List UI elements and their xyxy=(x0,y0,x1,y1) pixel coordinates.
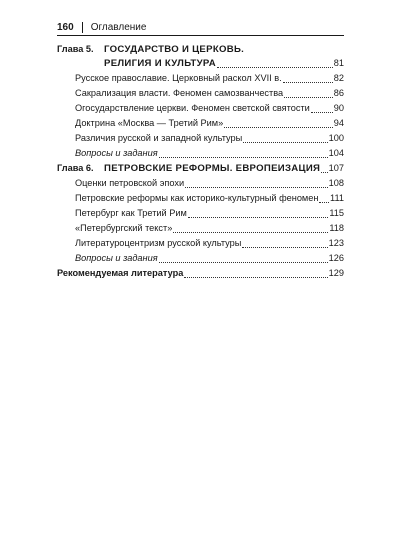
page-ref: 123 xyxy=(328,238,344,248)
header-separator xyxy=(82,22,83,33)
leader-dots xyxy=(319,201,329,203)
running-head xyxy=(57,20,146,34)
toc-item-title: Сакрализация власти. Феномен самозванчества xyxy=(75,88,284,98)
references-entry[interactable] xyxy=(57,266,344,281)
toc-item-title: Вопросы и задания xyxy=(75,253,158,263)
page-ref: 86 xyxy=(333,88,344,98)
toc-item[interactable] xyxy=(75,206,344,221)
toc-item[interactable] xyxy=(75,86,344,101)
page-ref: 104 xyxy=(328,148,344,158)
chapter-label: Глава 6. xyxy=(57,163,94,173)
toc-item[interactable] xyxy=(75,131,344,146)
page-ref: 90 xyxy=(333,103,344,113)
chapter-title-line: ПЕТРОВСКИЕ РЕФОРМЫ. ЕВРОПЕИЗАЦИЯ xyxy=(104,163,321,174)
leader-dots xyxy=(173,231,328,233)
chapter-title-line: ГОСУДАРСТВО И ЦЕРКОВЬ. xyxy=(104,44,245,55)
page-ref: 107 xyxy=(328,163,344,173)
leader-dots xyxy=(321,171,327,173)
toc-item-title: «Петербургский текст» xyxy=(75,223,173,233)
chapter-5-entry[interactable] xyxy=(57,42,344,71)
toc-item[interactable] xyxy=(75,101,344,116)
page-ref: 129 xyxy=(328,268,344,278)
page-number: 160 xyxy=(57,21,74,33)
table-of-contents xyxy=(57,42,344,281)
leader-dots xyxy=(217,66,333,68)
toc-item[interactable] xyxy=(75,71,344,86)
toc-item[interactable] xyxy=(75,236,344,251)
leader-dots xyxy=(185,186,328,188)
toc-item-title: Доктрина «Москва — Третий Рим» xyxy=(75,118,224,128)
toc-item-title: Литературоцентризм русской культуры xyxy=(75,238,242,248)
toc-item-title: Вопросы и задания xyxy=(75,148,158,158)
page-ref: 118 xyxy=(329,223,344,233)
section-title: Оглавление xyxy=(90,21,147,33)
toc-item[interactable] xyxy=(75,191,344,206)
chapter-6-entry[interactable] xyxy=(57,161,344,176)
toc-item-title: Различия русской и западной культуры xyxy=(75,133,243,143)
toc-item-title: Русское православие. Церковный раскол XVII в. xyxy=(75,73,282,83)
toc-item-title: Огосударствление церкви. Феномен светской святости xyxy=(75,103,310,113)
leader-dots xyxy=(242,246,327,248)
chapter-label: Глава 5. xyxy=(57,44,94,54)
leader-dots xyxy=(159,261,328,263)
toc-item[interactable] xyxy=(75,116,344,131)
toc-item[interactable] xyxy=(75,176,344,191)
chapter-title-line: РЕЛИГИЯ И КУЛЬТУРА xyxy=(104,58,216,69)
toc-item-title: Петербург как Третий Рим xyxy=(75,208,187,218)
page-ref: 126 xyxy=(328,253,344,263)
leader-dots xyxy=(284,96,333,98)
page-ref: 108 xyxy=(328,178,344,188)
page-ref: 81 xyxy=(333,58,344,68)
references-title: Рекомендуемая литература xyxy=(57,268,184,278)
page-ref: 82 xyxy=(333,73,344,83)
chapter-title-row xyxy=(104,56,344,71)
page-ref: 94 xyxy=(333,118,344,128)
toc-item-title: Оценки петровской эпохи xyxy=(75,178,185,188)
toc-item-questions[interactable] xyxy=(75,251,344,266)
leader-dots xyxy=(184,276,327,278)
leader-dots xyxy=(159,156,328,158)
leader-dots xyxy=(311,111,333,113)
leader-dots xyxy=(243,141,327,143)
leader-dots xyxy=(283,81,333,83)
toc-item-title: Петровские реформы как историко-культурный феномен xyxy=(75,193,319,203)
leader-dots xyxy=(224,126,333,128)
toc-item[interactable] xyxy=(75,221,344,236)
page-ref: 100 xyxy=(328,133,344,143)
toc-item-questions[interactable] xyxy=(75,146,344,161)
page-ref: 111 xyxy=(330,193,344,203)
page-ref: 115 xyxy=(329,208,344,218)
header-rule xyxy=(57,35,344,36)
leader-dots xyxy=(188,216,329,218)
